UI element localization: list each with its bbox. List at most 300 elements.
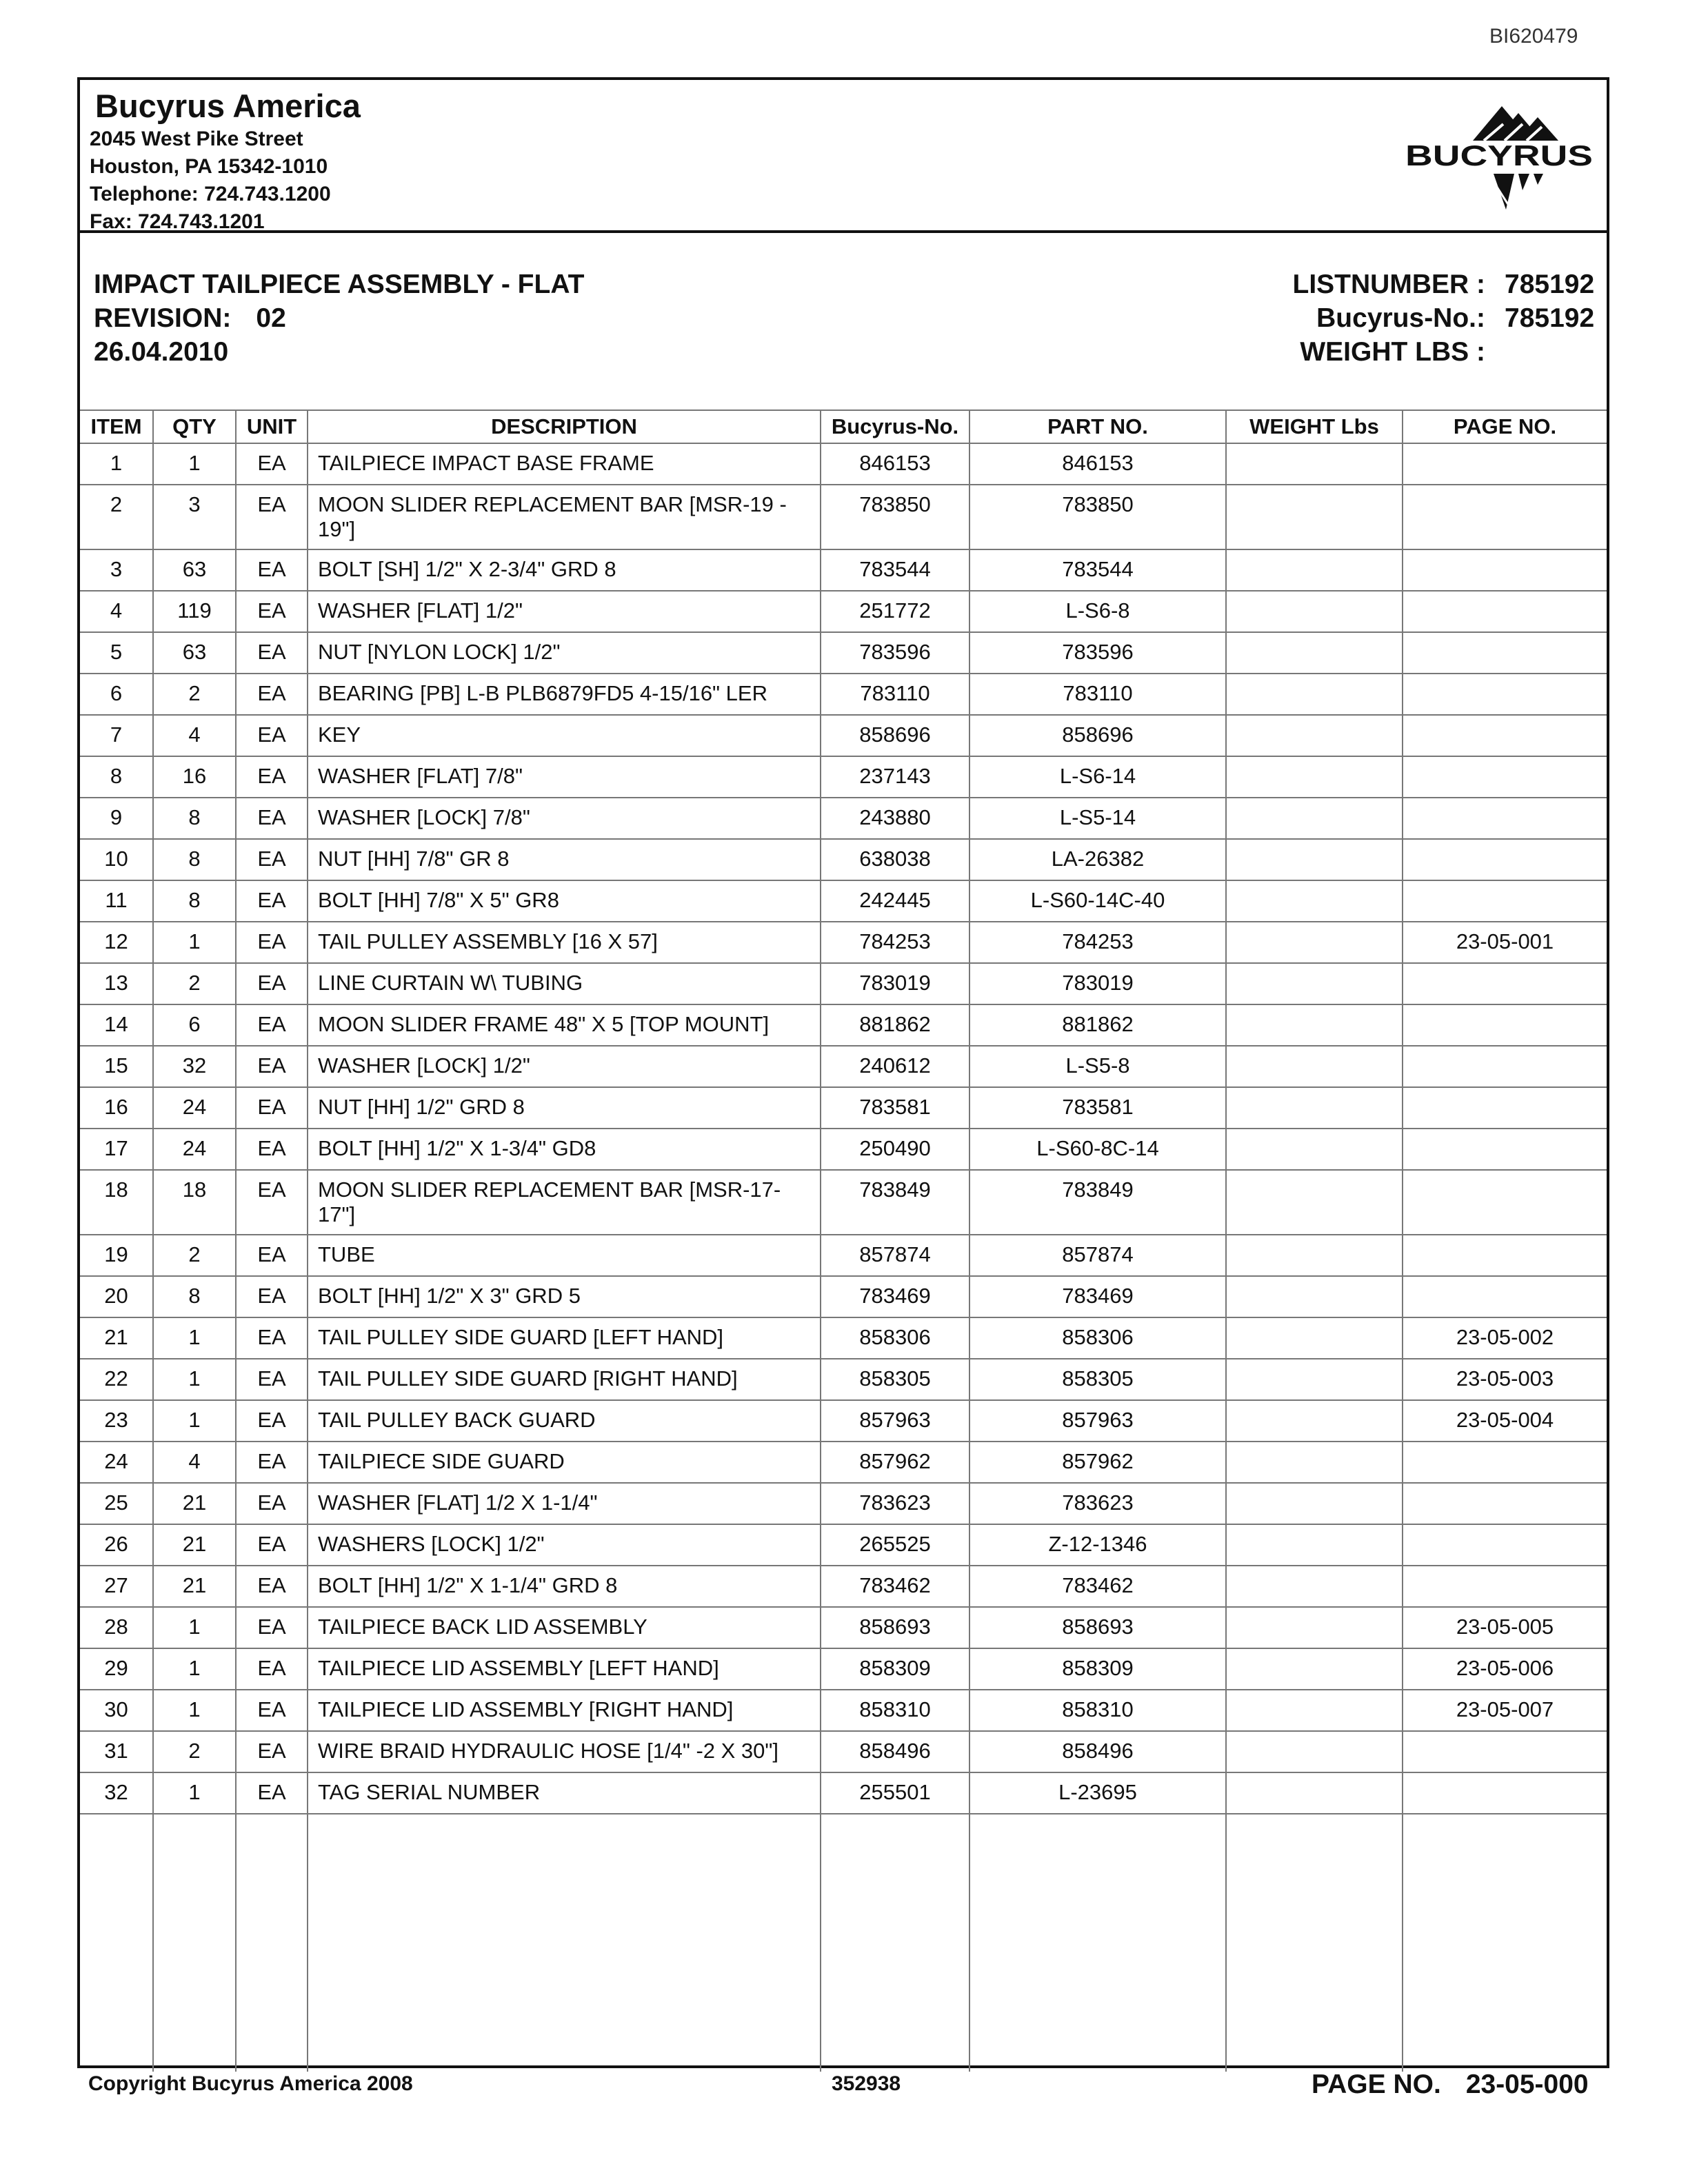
cell-description: BOLT [SH] 1/2" X 2-3/4" GRD 8 (308, 549, 821, 591)
table-row (80, 839, 1607, 880)
cell-page-no: 23-05-007 (1403, 1690, 1607, 1731)
cell-description: KEY (308, 715, 821, 756)
page-value: 23-05-000 (1465, 2070, 1589, 2099)
cell-description: TAIL PULLEY SIDE GUARD [LEFT HAND] (308, 1317, 821, 1359)
cell-qty: 1 (153, 1607, 236, 1648)
cell-bucyrus-no: 858693 (821, 1607, 969, 1648)
cell-description: WASHER [FLAT] 1/2" (308, 591, 821, 632)
cell-unit: EA (236, 1524, 308, 1566)
cell-qty: 21 (153, 1524, 236, 1566)
col-header-bucyrus-no: Bucyrus-No. (821, 410, 969, 443)
title-block (80, 233, 1607, 410)
cell-qty: 8 (153, 880, 236, 922)
cell-unit: EA (236, 839, 308, 880)
cell-weight (1226, 1004, 1403, 1046)
cell-unit: EA (236, 443, 308, 485)
col-header-part-no: PART NO. (969, 410, 1226, 443)
cell-bucyrus-no: 857874 (821, 1235, 969, 1276)
revision-value: 02 (256, 303, 286, 333)
cell-unit: EA (236, 1359, 308, 1400)
cell-page-no (1403, 632, 1607, 674)
cell-unit: EA (236, 880, 308, 922)
cell-bucyrus-no: 250490 (821, 1129, 969, 1170)
cell-qty: 32 (153, 1046, 236, 1087)
blank-cell (308, 1814, 821, 2072)
cell-part-no: 858305 (969, 1359, 1226, 1400)
table-row (80, 549, 1607, 591)
table-row (80, 1690, 1607, 1731)
cell-unit: EA (236, 549, 308, 591)
cell-unit: EA (236, 1004, 308, 1046)
cell-qty: 2 (153, 963, 236, 1004)
cell-weight (1226, 1648, 1403, 1690)
cell-bucyrus-no: 255501 (821, 1772, 969, 1814)
blank-cell (80, 1814, 153, 2072)
table-row (80, 1442, 1607, 1483)
cell-part-no: L-S6-14 (969, 756, 1226, 798)
bucyrus-no-label: Bucyrus-No.: (1316, 303, 1485, 333)
table-row (80, 1004, 1607, 1046)
cell-part-no: 858310 (969, 1690, 1226, 1731)
cell-part-no: 846153 (969, 443, 1226, 485)
col-header-item: ITEM (80, 410, 153, 443)
address-line: 2045 West Pike Street (90, 128, 303, 150)
cell-description: NUT [HH] 7/8" GR 8 (308, 839, 821, 880)
cell-weight (1226, 485, 1403, 549)
blank-cell (1226, 1814, 1403, 2072)
cell-page-no (1403, 963, 1607, 1004)
cell-qty: 18 (153, 1170, 236, 1235)
cell-bucyrus-no: 638038 (821, 839, 969, 880)
cell-bucyrus-no: 242445 (821, 880, 969, 922)
company-name: Bucyrus America (95, 88, 361, 124)
page-label: PAGE NO. (1312, 2070, 1441, 2099)
cell-unit: EA (236, 1235, 308, 1276)
assembly-date: 26.04.2010 (94, 337, 229, 367)
blank-cell (236, 1814, 308, 2072)
cell-description: WASHERS [LOCK] 1/2" (308, 1524, 821, 1566)
cell-bucyrus-no: 858306 (821, 1317, 969, 1359)
cell-bucyrus-no: 265525 (821, 1524, 969, 1566)
cell-part-no: 783849 (969, 1170, 1226, 1235)
telephone-line: Telephone: 724.743.1200 (90, 183, 331, 205)
cell-part-no: 858496 (969, 1731, 1226, 1772)
blank-cell (821, 1814, 969, 2072)
cell-page-no (1403, 1524, 1607, 1566)
cell-description: BOLT [HH] 1/2" X 3" GRD 5 (308, 1276, 821, 1317)
cell-part-no: 857874 (969, 1235, 1226, 1276)
cell-unit: EA (236, 798, 308, 839)
table-row (80, 632, 1607, 674)
cell-unit: EA (236, 715, 308, 756)
cell-qty: 1 (153, 1359, 236, 1400)
cell-unit: EA (236, 1317, 308, 1359)
cell-unit: EA (236, 756, 308, 798)
cell-weight (1226, 963, 1403, 1004)
list-info-labels (1293, 267, 1485, 369)
cell-description: TAIL PULLEY ASSEMBLY [16 X 57] (308, 922, 821, 963)
cell-qty: 3 (153, 485, 236, 549)
table-row (80, 1359, 1607, 1400)
cell-description: LINE CURTAIN W\ TUBING (308, 963, 821, 1004)
cell-item: 5 (80, 632, 153, 674)
cell-unit: EA (236, 632, 308, 674)
cell-bucyrus-no: 858496 (821, 1731, 969, 1772)
cell-page-no: 23-05-003 (1403, 1359, 1607, 1400)
listnumber-label: LISTNUMBER : (1292, 270, 1485, 299)
cell-bucyrus-no: 858305 (821, 1359, 969, 1400)
cell-unit: EA (236, 1483, 308, 1524)
cell-weight (1226, 1317, 1403, 1359)
cell-weight (1226, 1046, 1403, 1087)
cell-item: 12 (80, 922, 153, 963)
cell-qty: 1 (153, 1400, 236, 1442)
cell-unit: EA (236, 591, 308, 632)
cell-description: MOON SLIDER FRAME 48" X 5 [TOP MOUNT] (308, 1004, 821, 1046)
cell-description: BOLT [HH] 1/2" X 1-1/4" GRD 8 (308, 1566, 821, 1607)
cell-qty: 8 (153, 1276, 236, 1317)
cell-part-no: 783544 (969, 549, 1226, 591)
cell-bucyrus-no: 783469 (821, 1276, 969, 1317)
table-row (80, 1731, 1607, 1772)
cell-weight (1226, 839, 1403, 880)
cell-qty: 8 (153, 798, 236, 839)
col-header-page-no: PAGE NO. (1403, 410, 1607, 443)
cell-weight (1226, 1731, 1403, 1772)
cell-unit: EA (236, 1046, 308, 1087)
listnumber-value: 785192 (1505, 270, 1595, 299)
cell-item: 9 (80, 798, 153, 839)
cell-unit: EA (236, 1690, 308, 1731)
cell-item: 23 (80, 1400, 153, 1442)
cell-page-no: 23-05-005 (1403, 1607, 1607, 1648)
cell-unit: EA (236, 1648, 308, 1690)
cell-description: BEARING [PB] L-B PLB6879FD5 4-15/16" LER (308, 674, 821, 715)
cell-page-no (1403, 485, 1607, 549)
cell-part-no: L-S6-8 (969, 591, 1226, 632)
table-row (80, 1087, 1607, 1129)
address-line: Houston, PA 15342-1010 (90, 155, 328, 178)
cell-description: WASHER [LOCK] 7/8" (308, 798, 821, 839)
cell-weight (1226, 1170, 1403, 1235)
company-address (90, 125, 331, 236)
cell-unit: EA (236, 1442, 308, 1483)
cell-page-no (1403, 1483, 1607, 1524)
cell-page-no (1403, 1442, 1607, 1483)
cell-weight (1226, 1772, 1403, 1814)
cell-item: 24 (80, 1442, 153, 1483)
cell-description: TAILPIECE SIDE GUARD (308, 1442, 821, 1483)
cell-description: MOON SLIDER REPLACEMENT BAR [MSR-19 - 19"] (308, 485, 821, 549)
cell-bucyrus-no: 881862 (821, 1004, 969, 1046)
table-row (80, 1400, 1607, 1442)
cell-qty: 4 (153, 1442, 236, 1483)
cell-item: 13 (80, 963, 153, 1004)
cell-bucyrus-no: 857963 (821, 1400, 969, 1442)
cell-part-no: 858693 (969, 1607, 1226, 1648)
cell-part-no: 784253 (969, 922, 1226, 963)
document-id: BI620479 (1489, 25, 1578, 48)
cell-bucyrus-no: 237143 (821, 756, 969, 798)
cell-description: NUT [NYLON LOCK] 1/2" (308, 632, 821, 674)
cell-part-no: 881862 (969, 1004, 1226, 1046)
cell-part-no: 783850 (969, 485, 1226, 549)
cell-unit: EA (236, 1566, 308, 1607)
col-header-weight: WEIGHT Lbs (1226, 410, 1403, 443)
cell-bucyrus-no: 858309 (821, 1648, 969, 1690)
cell-unit: EA (236, 963, 308, 1004)
cell-page-no (1403, 674, 1607, 715)
cell-weight (1226, 1607, 1403, 1648)
cell-item: 16 (80, 1087, 153, 1129)
cell-description: TAIL PULLEY SIDE GUARD [RIGHT HAND] (308, 1359, 821, 1400)
cell-item: 4 (80, 591, 153, 632)
cell-bucyrus-no: 783544 (821, 549, 969, 591)
cell-unit: EA (236, 1170, 308, 1235)
document-frame (77, 77, 1609, 2068)
cell-part-no: 857962 (969, 1442, 1226, 1483)
table-row (80, 880, 1607, 922)
cell-page-no (1403, 798, 1607, 839)
table-row (80, 1524, 1607, 1566)
cell-description: TAILPIECE BACK LID ASSEMBLY (308, 1607, 821, 1648)
cell-item: 28 (80, 1607, 153, 1648)
cell-bucyrus-no: 783581 (821, 1087, 969, 1129)
blank-cell (1403, 1814, 1607, 2072)
cell-weight (1226, 674, 1403, 715)
cell-description: TUBE (308, 1235, 821, 1276)
cell-page-no (1403, 1772, 1607, 1814)
table-row (80, 715, 1607, 756)
cell-weight (1226, 549, 1403, 591)
cell-part-no: 858696 (969, 715, 1226, 756)
cell-qty: 63 (153, 549, 236, 591)
cell-unit: EA (236, 1129, 308, 1170)
cell-item: 32 (80, 1772, 153, 1814)
cell-weight (1226, 1524, 1403, 1566)
col-header-description: DESCRIPTION (308, 410, 821, 443)
cell-weight (1226, 1129, 1403, 1170)
cell-part-no: L-23695 (969, 1772, 1226, 1814)
cell-item: 17 (80, 1129, 153, 1170)
cell-bucyrus-no: 783110 (821, 674, 969, 715)
col-header-unit: UNIT (236, 410, 308, 443)
cell-page-no (1403, 715, 1607, 756)
cell-page-no (1403, 839, 1607, 880)
cell-qty: 1 (153, 1648, 236, 1690)
cell-description: WIRE BRAID HYDRAULIC HOSE [1/4" -2 X 30"] (308, 1731, 821, 1772)
weight-value (1505, 335, 1594, 369)
cell-part-no: 783623 (969, 1483, 1226, 1524)
cell-part-no: Z-12-1346 (969, 1524, 1226, 1566)
header-row (80, 410, 1607, 443)
cell-bucyrus-no: 783596 (821, 632, 969, 674)
cell-part-no: 783110 (969, 674, 1226, 715)
table-row (80, 1607, 1607, 1648)
table-row (80, 591, 1607, 632)
weight-label: WEIGHT LBS : (1300, 337, 1485, 367)
table-row (80, 798, 1607, 839)
cell-item: 22 (80, 1359, 153, 1400)
cell-qty: 2 (153, 674, 236, 715)
table-row (80, 485, 1607, 549)
table-row (80, 1129, 1607, 1170)
cell-item: 15 (80, 1046, 153, 1087)
cell-item: 6 (80, 674, 153, 715)
cell-page-no (1403, 1170, 1607, 1235)
cell-description: WASHER [FLAT] 1/2 X 1-1/4" (308, 1483, 821, 1524)
revision-line (94, 301, 584, 335)
cell-bucyrus-no: 251772 (821, 591, 969, 632)
table-row (80, 756, 1607, 798)
cell-part-no: L-S60-8C-14 (969, 1129, 1226, 1170)
cell-description: TAILPIECE LID ASSEMBLY [RIGHT HAND] (308, 1690, 821, 1731)
fax-line: Fax: 724.743.1201 (90, 210, 265, 233)
cell-bucyrus-no: 243880 (821, 798, 969, 839)
table-row (80, 1046, 1607, 1087)
table-row (80, 443, 1607, 485)
parts-table-body (80, 443, 1607, 2072)
cell-weight (1226, 591, 1403, 632)
cell-weight (1226, 1087, 1403, 1129)
cell-page-no (1403, 880, 1607, 922)
cell-unit: EA (236, 922, 308, 963)
table-row (80, 1276, 1607, 1317)
cell-page-no: 23-05-002 (1403, 1317, 1607, 1359)
cell-qty: 24 (153, 1087, 236, 1129)
cell-qty: 4 (153, 715, 236, 756)
cell-weight (1226, 1483, 1403, 1524)
cell-part-no: 783469 (969, 1276, 1226, 1317)
cell-bucyrus-no: 858310 (821, 1690, 969, 1731)
blank-cell (969, 1814, 1226, 2072)
cell-qty: 1 (153, 443, 236, 485)
table-row (80, 1772, 1607, 1814)
cell-item: 7 (80, 715, 153, 756)
cell-qty: 1 (153, 1317, 236, 1359)
cell-bucyrus-no: 783019 (821, 963, 969, 1004)
cell-qty: 63 (153, 632, 236, 674)
table-row (80, 922, 1607, 963)
cell-part-no: 858306 (969, 1317, 1226, 1359)
cell-part-no: L-S5-8 (969, 1046, 1226, 1087)
col-header-qty: QTY (153, 410, 236, 443)
bucyrus-logo (1401, 92, 1597, 216)
cell-weight (1226, 715, 1403, 756)
cell-item: 30 (80, 1690, 153, 1731)
cell-page-no (1403, 1129, 1607, 1170)
cell-qty: 2 (153, 1731, 236, 1772)
cell-bucyrus-no: 858696 (821, 715, 969, 756)
blank-row (80, 1814, 1607, 2072)
cell-bucyrus-no: 846153 (821, 443, 969, 485)
cell-page-no (1403, 1276, 1607, 1317)
table-row (80, 1648, 1607, 1690)
cell-item: 27 (80, 1566, 153, 1607)
table-row (80, 1235, 1607, 1276)
cell-part-no: 858309 (969, 1648, 1226, 1690)
cell-item: 19 (80, 1235, 153, 1276)
cell-bucyrus-no: 783850 (821, 485, 969, 549)
cell-description: BOLT [HH] 1/2" X 1-3/4" GD8 (308, 1129, 821, 1170)
assembly-title: IMPACT TAILPIECE ASSEMBLY - FLAT (94, 270, 585, 299)
cell-bucyrus-no: 783462 (821, 1566, 969, 1607)
cell-description: TAIL PULLEY BACK GUARD (308, 1400, 821, 1442)
copyright: Copyright Bucyrus America 2008 (88, 2072, 413, 2095)
cell-description: BOLT [HH] 7/8" X 5" GR8 (308, 880, 821, 922)
cell-bucyrus-no: 857962 (821, 1442, 969, 1483)
cell-page-no (1403, 1087, 1607, 1129)
cell-item: 25 (80, 1483, 153, 1524)
cell-description: TAG SERIAL NUMBER (308, 1772, 821, 1814)
cell-weight (1226, 880, 1403, 922)
cell-qty: 2 (153, 1235, 236, 1276)
cell-item: 8 (80, 756, 153, 798)
cell-description: NUT [HH] 1/2" GRD 8 (308, 1087, 821, 1129)
cell-qty: 119 (153, 591, 236, 632)
cell-page-no: 23-05-004 (1403, 1400, 1607, 1442)
table-row (80, 1170, 1607, 1235)
cell-page-no (1403, 1046, 1607, 1087)
revision-label: REVISION: (94, 303, 232, 333)
cell-weight (1226, 922, 1403, 963)
cell-page-no (1403, 1731, 1607, 1772)
page-number (1312, 2070, 1589, 2100)
cell-unit: EA (236, 1607, 308, 1648)
cell-weight (1226, 632, 1403, 674)
cell-item: 21 (80, 1317, 153, 1359)
cell-item: 18 (80, 1170, 153, 1235)
assembly-info (94, 267, 584, 369)
parts-table-header (80, 410, 1607, 443)
cell-page-no (1403, 1235, 1607, 1276)
cell-page-no (1403, 549, 1607, 591)
cell-part-no: L-S60-14C-40 (969, 880, 1226, 922)
cell-qty: 1 (153, 1772, 236, 1814)
cell-bucyrus-no: 784253 (821, 922, 969, 963)
cell-part-no: L-S5-14 (969, 798, 1226, 839)
cell-weight (1226, 756, 1403, 798)
cell-weight (1226, 1235, 1403, 1276)
cell-part-no: 783596 (969, 632, 1226, 674)
cell-qty: 21 (153, 1566, 236, 1607)
cell-weight (1226, 1690, 1403, 1731)
table-row (80, 1566, 1607, 1607)
cell-item: 20 (80, 1276, 153, 1317)
cell-part-no: 783581 (969, 1087, 1226, 1129)
cell-description: WASHER [LOCK] 1/2" (308, 1046, 821, 1087)
cell-unit: EA (236, 1087, 308, 1129)
cell-qty: 16 (153, 756, 236, 798)
cell-unit: EA (236, 485, 308, 549)
cell-description: WASHER [FLAT] 7/8" (308, 756, 821, 798)
cell-item: 10 (80, 839, 153, 880)
cell-weight (1226, 1566, 1403, 1607)
cell-description: TAILPIECE LID ASSEMBLY [LEFT HAND] (308, 1648, 821, 1690)
company-header (80, 80, 1607, 233)
cell-qty: 6 (153, 1004, 236, 1046)
cell-qty: 1 (153, 922, 236, 963)
logo-wordmark: BUCYRUS (1405, 139, 1593, 172)
cell-bucyrus-no: 783623 (821, 1483, 969, 1524)
table-row (80, 674, 1607, 715)
cell-item: 11 (80, 880, 153, 922)
cell-weight (1226, 1359, 1403, 1400)
cell-weight (1226, 1400, 1403, 1442)
cell-weight (1226, 443, 1403, 485)
parts-table (80, 410, 1607, 2072)
cell-page-no: 23-05-006 (1403, 1648, 1607, 1690)
